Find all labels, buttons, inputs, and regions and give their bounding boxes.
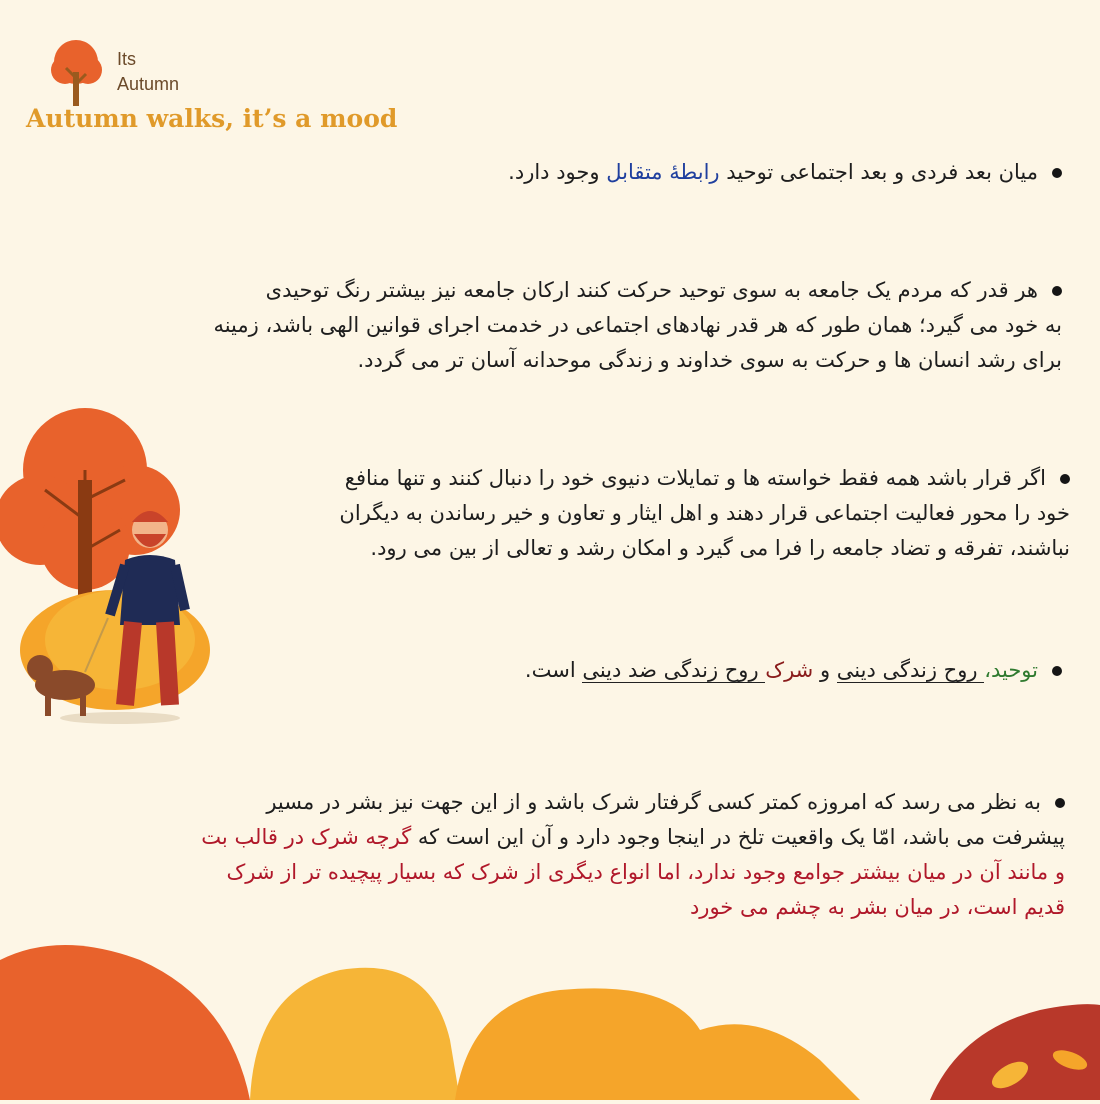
logo xyxy=(48,38,108,112)
brand-name xyxy=(117,47,179,97)
tawhid-word: توحید، xyxy=(984,658,1038,682)
item-3-line-3: نباشند، تفرقه و تضاد جامعه را فرا می گیرد و امکان رشد و تعالی از بین می رود. xyxy=(370,536,1070,560)
bullet-dot xyxy=(1055,798,1065,808)
item-5-line-1: به نظر می رسد که امروزه کمتر کسی گرفتار شرک باشد و از این جهت نیز بشر در مسیر xyxy=(25,785,1065,820)
phrase-religious-life: روح زندگی دینی xyxy=(836,658,985,682)
item-5-line-2: پیشرفت می باشد، امّا یک واقعیت تلخ در اینجا وجود دارد و آن این است که گرچه شرک در قالب بت xyxy=(201,825,1065,849)
item-1-text: میان بعد فردی و بعد اجتماعی توحید xyxy=(719,160,1038,184)
item-2-line-3: برای رشد انسان ها و حرکت به سوی خداوند و زندگی موحدانه آسان تر می گردد. xyxy=(357,348,1062,372)
bullet-item-1 xyxy=(362,155,1062,190)
tagline: Autumn walks, it’s a mood xyxy=(26,104,398,133)
item-5-line-3: و مانند آن در میان بیشتر جوامع وجود ندارد، اما انواع دیگری از شرک که بسیار پیچیده تر از شرک xyxy=(226,860,1065,884)
item-3-line-1: اگر قرار باشد همه فقط خواسته ها و تمایلات دنیوی خود را دنبال کنند و تنها منافع xyxy=(200,461,1070,496)
shirk-word: شرک xyxy=(765,658,814,682)
item-5-line-4: قدیم است، در میان بشر به چشم می خورد xyxy=(689,895,1065,919)
item-1-highlight: رابطهٔ متقابل xyxy=(606,160,720,184)
item-1-text-end: وجود دارد. xyxy=(508,160,607,184)
bullet-item-3 xyxy=(200,461,1070,566)
bullet-dot xyxy=(1052,666,1062,676)
bullet-dot xyxy=(1052,286,1062,296)
man-walking-dog-icon xyxy=(0,400,230,730)
bullet-item-5 xyxy=(25,785,1065,925)
autumn-walk-illustration xyxy=(0,400,230,734)
phrase-anti-religious-life: روح زندگی ضد دینی xyxy=(582,658,766,682)
item-2-line-2: به خود می گیرد؛ همان طور که هر قدر نهادهای اجتماعی در خدمت اجرای قوانین الهی باشد، زمینه xyxy=(213,313,1062,337)
bullet-item-2 xyxy=(32,273,1062,378)
item-3-line-2: خود را محور فعالیت اجتماعی قرار دهند و اهل ایثار و تعاون و خیر رساندن به دیگران xyxy=(339,501,1070,525)
brand-line-2: Autumn xyxy=(117,74,180,94)
bullet-dot xyxy=(1052,168,1062,178)
autumn-blobs-icon xyxy=(0,930,1100,1100)
bullet-item-4: توحید، روح زندگی دینی و شرک روح زندگی ضد دینی است. xyxy=(362,653,1062,688)
bullet-dot xyxy=(1060,474,1070,484)
autumn-tree-logo-icon xyxy=(48,38,108,108)
decorative-blobs xyxy=(0,930,1100,1104)
brand-line-1: Its xyxy=(117,49,137,69)
item-2-line-1: هر قدر که مردم یک جامعه به سوی توحید حرکت کنند ارکان جامعه نیز بیشتر رنگ توحیدی xyxy=(32,273,1062,308)
